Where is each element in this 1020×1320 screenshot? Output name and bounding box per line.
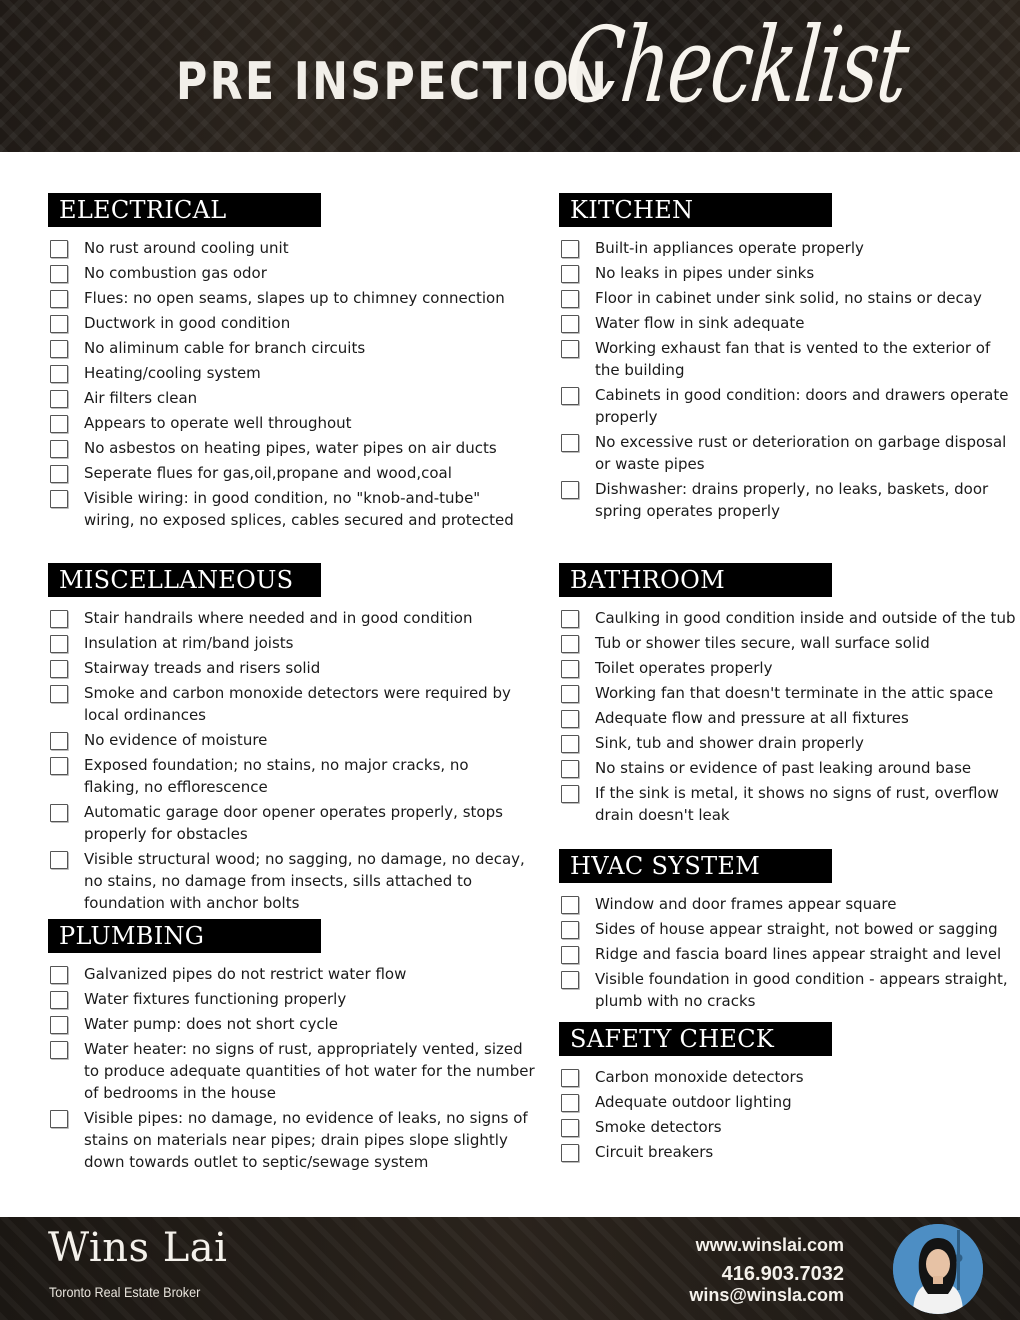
checklist-item xyxy=(559,682,1019,704)
checklist-item xyxy=(48,487,528,531)
checkbox[interactable] xyxy=(561,971,579,989)
checklist-item-label: Water flow in sink adequate xyxy=(595,314,805,332)
checkbox[interactable] xyxy=(50,465,68,483)
checkbox[interactable] xyxy=(50,685,68,703)
checkbox[interactable] xyxy=(561,896,579,914)
checklist-item xyxy=(48,657,528,679)
checklist-item xyxy=(48,848,528,914)
checkbox[interactable] xyxy=(561,610,579,628)
checklist-item-label: Water pump: does not short cycle xyxy=(84,1015,339,1033)
checklist-item-label: Water heater: no signs of rust, appropriately vented, sized to produce adequate quantities of hot water for the number of bedrooms in the house xyxy=(84,1040,535,1102)
checklist-item-label: Flues: no open seams, slapes up to chimney connection xyxy=(84,289,505,307)
checkbox[interactable] xyxy=(561,685,579,703)
checklist-item xyxy=(559,1116,1019,1138)
checklist-item-label: Sink, tub and shower drain properly xyxy=(595,734,864,752)
checkbox[interactable] xyxy=(561,1094,579,1112)
checklist-item-label: No leaks in pipes under sinks xyxy=(595,264,815,282)
checklist-item-label: Dishwasher: drains properly, no leaks, baskets, door spring operates properly xyxy=(595,480,989,520)
checkbox[interactable] xyxy=(50,804,68,822)
checklist-item xyxy=(48,988,538,1010)
checklist-item xyxy=(559,918,1019,940)
checklist-item-label: Visible foundation in good condition - appears straight, plumb with no cracks xyxy=(595,970,1008,1010)
checklist-item xyxy=(48,1107,538,1173)
checklist-item-label: Galvanized pipes do not restrict water flow xyxy=(84,965,407,983)
checklist-item xyxy=(48,437,528,459)
checklist-item xyxy=(48,287,528,309)
checklist-item xyxy=(48,412,528,434)
footer-banner xyxy=(0,1217,1020,1320)
checkbox[interactable] xyxy=(561,946,579,964)
checkbox[interactable] xyxy=(50,490,68,508)
checklist-item xyxy=(559,707,1019,729)
checklist-item-label: Water fixtures functioning properly xyxy=(84,990,347,1008)
checklist-item xyxy=(559,632,1019,654)
header-banner xyxy=(0,0,1020,152)
checklist-item xyxy=(559,893,1019,915)
checklist-item xyxy=(48,682,528,726)
checkbox[interactable] xyxy=(50,315,68,333)
checklist-item xyxy=(48,237,528,259)
checklist-item-label: Visible wiring: in good condition, no "knob-and-tube" wiring, no exposed splices, cables secured and protected xyxy=(84,489,514,529)
section-safety-check xyxy=(559,1022,1019,1166)
checklist-item-label: Exposed foundation; no stains, no major cracks, no flaking, no efflorescence xyxy=(84,756,469,796)
email-link[interactable]: wins@winsla.com xyxy=(689,1285,844,1305)
checklist-item xyxy=(559,657,1019,679)
checklist-item-label: No rust around cooling unit xyxy=(84,239,289,257)
checklist-item xyxy=(559,1141,1019,1163)
checkbox[interactable] xyxy=(50,340,68,358)
checkbox[interactable] xyxy=(50,1041,68,1059)
checklist-item-label: Visible structural wood; no sagging, no damage, no decay, no stains, no damage from insects, sills attached to foundation with anchor bolts xyxy=(84,850,525,912)
section-electrical xyxy=(48,193,528,534)
checkbox[interactable] xyxy=(561,387,579,405)
checklist-item-label: Floor in cabinet under sink solid, no stains or decay xyxy=(595,289,982,307)
section-title: HVAC SYSTEM xyxy=(559,849,832,883)
checkbox[interactable] xyxy=(50,966,68,984)
checklist-item xyxy=(48,462,528,484)
checkbox[interactable] xyxy=(50,365,68,383)
section-title: PLUMBING xyxy=(48,919,321,953)
checkbox[interactable] xyxy=(50,660,68,678)
checklist-item-label: Smoke detectors xyxy=(595,1118,722,1136)
checklist-item xyxy=(559,943,1019,965)
checklist-item-label: Adequate outdoor lighting xyxy=(595,1093,792,1111)
section-miscellaneous xyxy=(48,563,528,917)
checkbox[interactable] xyxy=(561,735,579,753)
checkbox[interactable] xyxy=(561,635,579,653)
section-title: MISCELLANEOUS xyxy=(48,563,321,597)
checklist-item-label: Seperate flues for gas,oil,propane and wood,coal xyxy=(84,464,452,482)
checklist-item-label: Sides of house appear straight, not bowed or sagging xyxy=(595,920,998,938)
checklist-item xyxy=(48,312,528,334)
checklist-item xyxy=(559,607,1019,629)
checkbox[interactable] xyxy=(561,290,579,308)
section-hvac xyxy=(559,849,1019,1015)
avatar xyxy=(893,1224,983,1314)
checklist-item-label: Heating/cooling system xyxy=(84,364,261,382)
agent-photo-icon xyxy=(893,1224,983,1314)
checklist-item-label: No asbestos on heating pipes, water pipes on air ducts xyxy=(84,439,497,457)
checkbox[interactable] xyxy=(50,1110,68,1128)
checklist-item xyxy=(48,632,528,654)
checklist-item-label: No combustion gas odor xyxy=(84,264,267,282)
checklist-item-label: Toilet operates properly xyxy=(595,659,773,677)
checklist-item xyxy=(559,431,1019,475)
checklist-item-label: Air filters clean xyxy=(84,389,198,407)
checkbox[interactable] xyxy=(561,710,579,728)
checklist-item xyxy=(559,732,1019,754)
checklist-item-label: Cabinets in good condition: doors and drawers operate properly xyxy=(595,386,1009,426)
checkbox[interactable] xyxy=(50,265,68,283)
page-title-script: Checklist xyxy=(559,4,913,126)
checklist-item-label: Tub or shower tiles secure, wall surface solid xyxy=(595,634,930,652)
checklist-item-label: Visible pipes: no damage, no evidence of leaks, no signs of stains on materials near pipes; drain pipes slope slightly down towards outlet to septic/sewage system xyxy=(84,1109,528,1171)
checklist-item xyxy=(559,1066,1019,1088)
checklist-item xyxy=(48,754,528,798)
checklist-item-label: Appears to operate well throughout xyxy=(84,414,352,432)
checklist-item-label: No excessive rust or deterioration on garbage disposal or waste pipes xyxy=(595,433,1007,473)
checkbox[interactable] xyxy=(561,315,579,333)
checkbox[interactable] xyxy=(50,1016,68,1034)
page-title: PRE INSPECTION xyxy=(176,52,610,112)
checkbox[interactable] xyxy=(561,481,579,499)
checkbox[interactable] xyxy=(50,415,68,433)
checkbox[interactable] xyxy=(561,921,579,939)
section-title: SAFETY CHECK xyxy=(559,1022,832,1056)
checklist-item xyxy=(559,478,1019,522)
checklist-item xyxy=(48,607,528,629)
checklist-item-label: Carbon monoxide detectors xyxy=(595,1068,804,1086)
checklist-item xyxy=(559,1091,1019,1113)
checklist-item xyxy=(559,237,1019,259)
checklist-item-label: Stairway treads and risers solid xyxy=(84,659,321,677)
checklist-item xyxy=(48,1013,538,1035)
checkbox[interactable] xyxy=(561,660,579,678)
checkbox[interactable] xyxy=(561,1119,579,1137)
checklist-item xyxy=(559,287,1019,309)
checkbox[interactable] xyxy=(561,265,579,283)
checkbox[interactable] xyxy=(50,732,68,750)
checkbox[interactable] xyxy=(561,434,579,452)
checklist-item xyxy=(48,1038,538,1104)
checklist-item xyxy=(559,262,1019,284)
checklist-item xyxy=(48,963,538,985)
checklist-item-label: No stains or evidence of past leaking around base xyxy=(595,759,972,777)
checkbox[interactable] xyxy=(561,785,579,803)
phone-number[interactable]: 416.903.7032 xyxy=(721,1263,844,1285)
section-bathroom xyxy=(559,563,1019,829)
checklist-item-label: No aliminum cable for branch circuits xyxy=(84,339,366,357)
checklist-item-label: Stair handrails where needed and in good condition xyxy=(84,609,473,627)
checkbox[interactable] xyxy=(50,440,68,458)
section-kitchen xyxy=(559,193,1019,525)
checkbox[interactable] xyxy=(561,1069,579,1087)
section-title: KITCHEN xyxy=(559,193,832,227)
checklist-item-label: Smoke and carbon monoxide detectors were required by local ordinances xyxy=(84,684,511,724)
checkbox[interactable] xyxy=(561,240,579,258)
website-link[interactable]: www.winslai.com xyxy=(695,1235,844,1255)
checkbox[interactable] xyxy=(50,991,68,1009)
agent-role: Toronto Real Estate Broker xyxy=(49,1284,201,1300)
checkbox[interactable] xyxy=(50,610,68,628)
checklist-item-label: Working exhaust fan that is vented to the exterior of the building xyxy=(595,339,991,379)
section-title: BATHROOM xyxy=(559,563,832,597)
checklist-item-label: If the sink is metal, it shows no signs of rust, overflow drain doesn't leak xyxy=(595,784,999,824)
checklist-item xyxy=(48,337,528,359)
checklist-item-label: No evidence of moisture xyxy=(84,731,268,749)
checklist-item-label: Adequate flow and pressure at all fixtures xyxy=(595,709,909,727)
checklist-item-label: Insulation at rim/band joists xyxy=(84,634,294,652)
checkbox[interactable] xyxy=(561,1144,579,1162)
agent-name: Wins Lai xyxy=(48,1225,228,1271)
checkbox[interactable] xyxy=(50,635,68,653)
checklist-item xyxy=(559,384,1019,428)
checklist-item-label: Caulking in good condition inside and outside of the tub xyxy=(595,609,1016,627)
checkbox[interactable] xyxy=(50,757,68,775)
checklist-item-label: Ridge and fascia board lines appear straight and level xyxy=(595,945,1002,963)
checkbox[interactable] xyxy=(50,290,68,308)
checklist-item-label: Ductwork in good condition xyxy=(84,314,291,332)
checklist-item-label: Automatic garage door opener operates properly, stops properly for obstacles xyxy=(84,803,503,843)
checkbox[interactable] xyxy=(50,851,68,869)
checklist-item-label: Window and door frames appear square xyxy=(595,895,897,913)
checkbox[interactable] xyxy=(561,340,579,358)
section-plumbing xyxy=(48,919,538,1176)
checklist-item xyxy=(48,387,528,409)
checkbox[interactable] xyxy=(50,240,68,258)
checklist-item xyxy=(48,801,528,845)
checklist-item xyxy=(48,729,528,751)
checklist-item xyxy=(559,782,1019,826)
checklist-item xyxy=(48,262,528,284)
checklist-item-label: Circuit breakers xyxy=(595,1143,714,1161)
checklist-item xyxy=(559,312,1019,334)
checkbox[interactable] xyxy=(561,760,579,778)
checklist-item-label: Working fan that doesn't terminate in the attic space xyxy=(595,684,994,702)
checklist-item xyxy=(559,757,1019,779)
checklist-item xyxy=(559,968,1019,1012)
checkbox[interactable] xyxy=(50,390,68,408)
checklist-item xyxy=(559,337,1019,381)
checklist-item-label: Built-in appliances operate properly xyxy=(595,239,864,257)
section-title: ELECTRICAL xyxy=(48,193,321,227)
checklist-item xyxy=(48,362,528,384)
